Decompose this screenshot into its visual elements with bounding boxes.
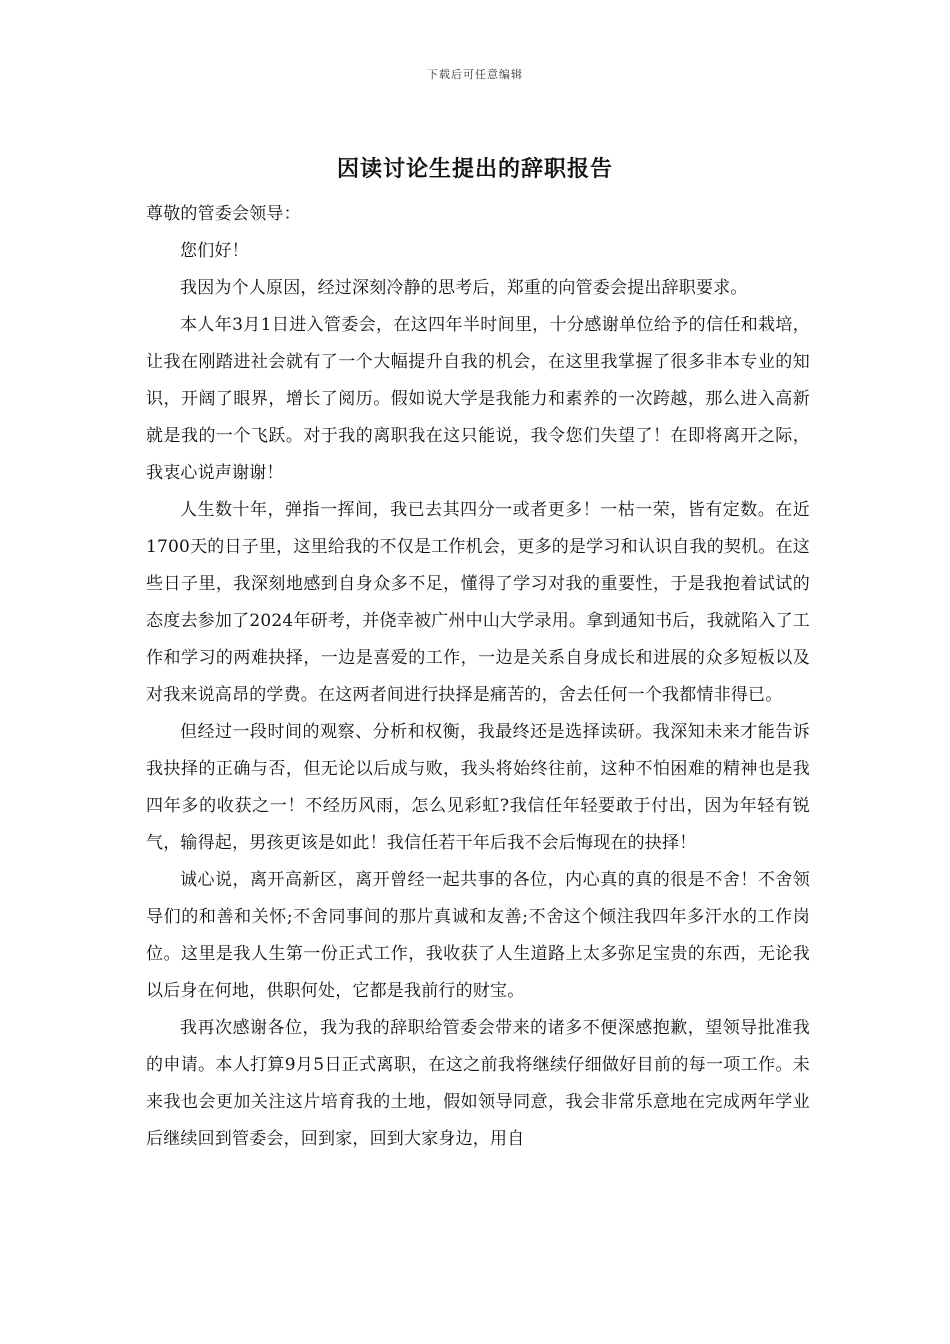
paragraph-intent: 我因为个人原因，经过深刻冷静的思考后，郑重的向管委会提出辞职要求。 bbox=[180, 278, 748, 298]
paragraph-request: 我再次感谢各位，我为我的辞职给管委会带来的诸多不便深感抱歉，望领导批准我的申请。本人打算9月5日正式离职，在这之前我将继续仔细做好目前的每一项工作。未来我也会更加关注这片培育我的土地，假如领导同意，我会非常乐意地在完成两年学业后继续回到管委会，回到家，回到大家身边，用自 bbox=[146, 1018, 810, 1149]
paragraph-decision: 人生数十年，弹指一挥间，我已去其四分一或者更多！一枯一荣，皆有定数。在近1700天的日子里，这里给我的不仅是工作机会，更多的是学习和认识自我的契机。在这些日子里，我深刻地感到自身众多不足，懂得了学习对我的重要性，于是我抱着试试的态度去参加了2024年研考，并侥幸被广州中山大学录用。拿到通知书后，我就陷入了工作和学习的两难抉择，一边是喜爱的工作，一边是关系自身成长和进展的众多短板以及对我来说高昂的学费。在这两者间进行抉择是痛苦的，舍去任何一个我都情非得已。 bbox=[146, 500, 810, 705]
document-body bbox=[146, 196, 810, 1158]
header-note: 下载后可任意编辑 bbox=[427, 68, 523, 81]
document-title: 因读讨论生提出的辞职报告 bbox=[336, 156, 613, 182]
paragraph-choice: 但经过一段时间的观察、分析和权衡，我最终还是选择读研。我深知未来才能告诉我抉择的正确与否，但无论以后成与败，我头将始终往前，这种不怕困难的精神也是我四年多的收获之一！不经历风雨，怎么见彩虹?我信任年轻要敢于付出，因为年轻有锐气，输得起，男孩更该是如此！我信任若干年后我不会后悔现在的抉择！ bbox=[146, 722, 810, 853]
salutation: 尊敬的管委会领导： bbox=[146, 204, 301, 224]
paragraph-gratitude: 本人年3月1日进入管委会，在这四年半时间里，十分感谢单位给予的信任和栽培，让我在刚踏进社会就有了一个大幅提升自我的机会，在这里我掌握了很多非本专业的知识，开阔了眼界，增长了阅历。假如说大学是我能力和素养的一次跨越，那么进入高新就是我的一个飞跃。对于我的离职我在这只能说，我令您们失望了！在即将离开之际，我衷心说声谢谢！ bbox=[146, 315, 810, 483]
paragraph-greeting: 您们好！ bbox=[180, 241, 249, 261]
paragraph-farewell: 诚心说，离开高新区，离开曾经一起共事的各位，内心真的真的很是不舍！不舍领导们的和善和关怀;不舍同事间的那片真诚和友善;不舍这个倾注我四年多汗水的工作岗位。这里是我人生第一份正式工作，我收获了人生道路上太多弥足宝贵的东西，无论我以后身在何地，供职何处，它都是我前行的财宝。 bbox=[146, 870, 810, 1001]
